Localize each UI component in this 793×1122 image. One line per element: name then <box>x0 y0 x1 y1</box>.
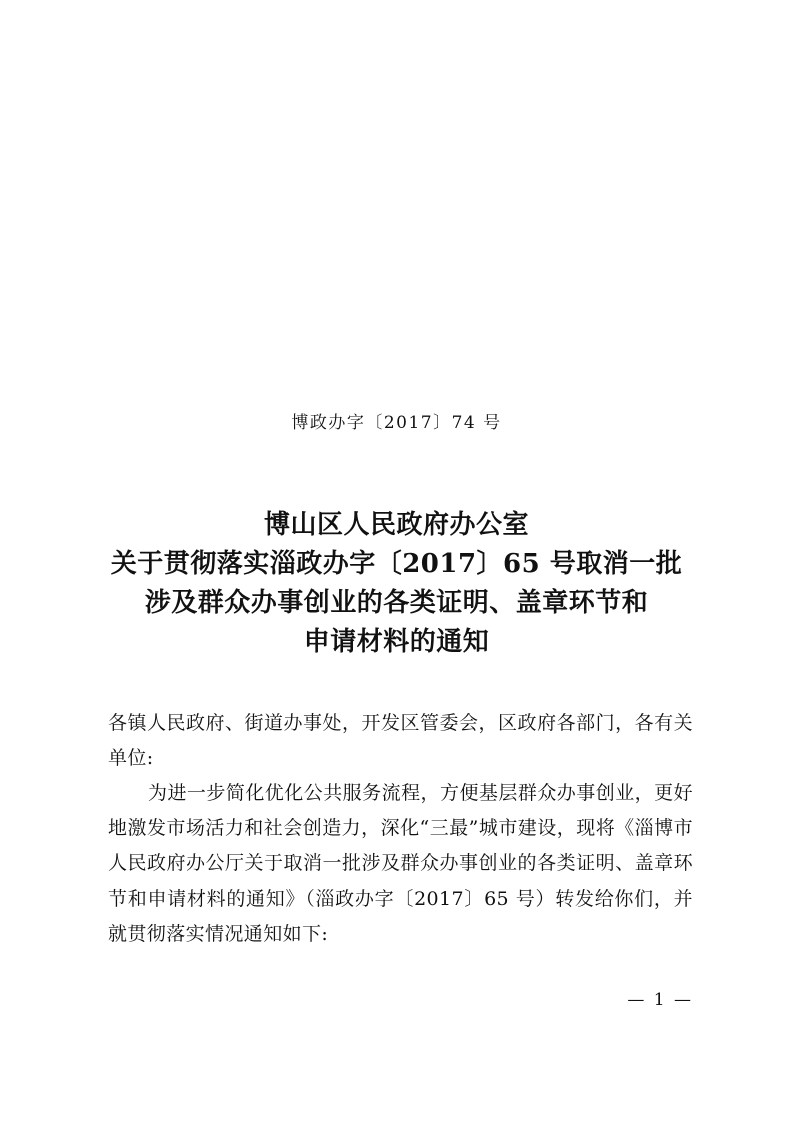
title-line-3: 涉及群众办事创业的各类证明、盖章环节和 <box>144 588 649 618</box>
title-line-1: 博山区人民政府办公室 <box>263 510 529 540</box>
title-line-4: 申请材料的通知 <box>303 627 490 657</box>
page-number: — 1 — <box>627 990 693 1010</box>
document-number: 博政办字〔2017〕74 号 <box>291 413 502 433</box>
body-paragraph: 为进一步简化优化公共服务流程，方便基层群众办事创业，更好地激发市场活力和社会创造力，深化“三最”城市建设，现将《淄博市人民政府办公厅关于取消一批涉及群众办事创业的各类证明、盖章环节和申请材料的通知》（淄政办字〔2017〕65 号）转发给你们，并就贯彻落实情况通知如下: <box>108 782 693 945</box>
document-title <box>60 506 733 662</box>
salutation: 各镇人民政府、街道办事处，开发区管委会，区政府各部门，各有关单位: <box>108 712 693 770</box>
title-line-2: 关于贯彻落实淄政办字〔2017〕65 号取消一批 <box>110 549 683 579</box>
